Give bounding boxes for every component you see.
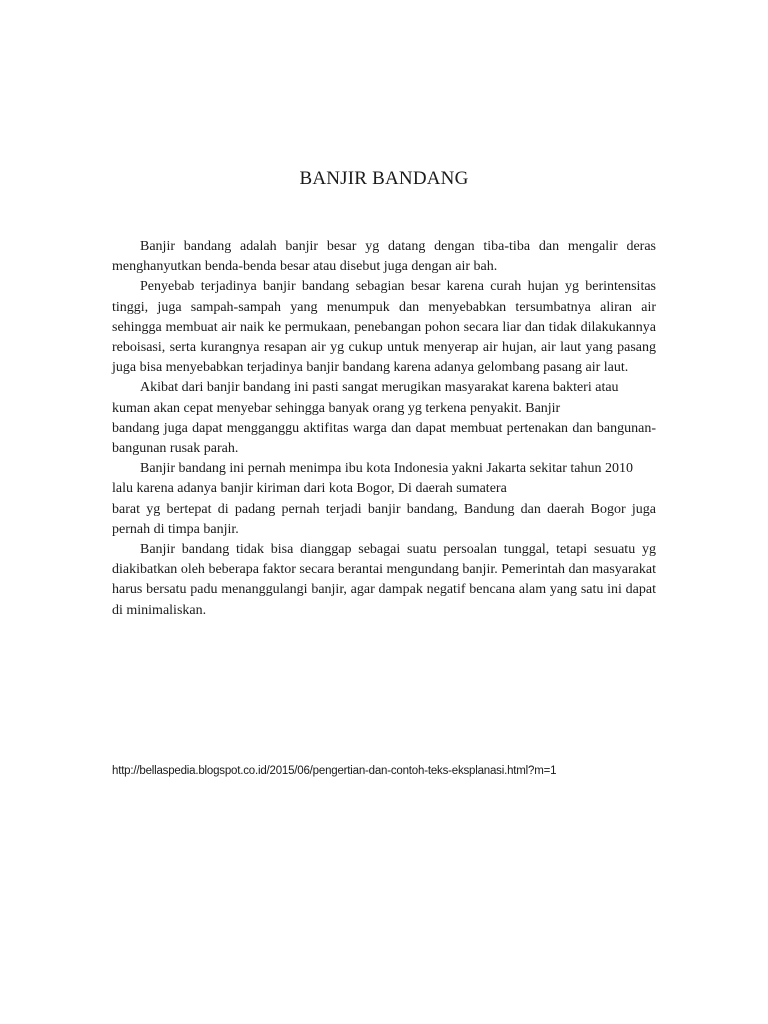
paragraph-definition: Banjir bandang adalah banjir besar yg datang dengan tiba-tiba dan mengalir deras menghanyutkan benda-benda besar atau disebut juga dengan air bah. xyxy=(112,239,656,275)
document-body xyxy=(112,237,656,621)
paragraph-history: Banjir bandang ini pernah menimpa ibu kota Indonesia yakni Jakarta sekitar tahun 2010 lalu karena adanya banjir kiriman dari kota Bogor, Di daerah sumatera xyxy=(112,461,633,497)
paragraph-conclusion: Banjir bandang tidak bisa dianggap sebagai suatu persoalan tunggal, tetapi sesuatu yg diakibatkan oleh beberapa faktor secara berantai mengundang banjir. Pemerintah dan masyarakat harus bersatu padu menanggulangi banjir, agar dampak negatif bencana alam yang satu ini dapat di minimaliskan. xyxy=(112,542,656,618)
paragraph-history-continued: barat yg bertepat di padang pernah terjadi banjir bandang, Bandung dan daerah Bogor juga pernah di timpa banjir. xyxy=(112,501,656,537)
paragraph-effects: Akibat dari banjir bandang ini pasti sangat merugikan masyarakat karena bakteri atau kuman akan cepat menyebar sehingga banyak orang yg terkena penyakit. Banjir xyxy=(112,380,619,416)
source-url: http://bellaspedia.blogspot.co.id/2015/06/pengertian-dan-contoh-teks-eksplanasi.html?m=1 xyxy=(112,765,557,777)
paragraph-causes: Penyebab terjadinya banjir bandang sebagian besar karena curah hujan yg berintensitas tinggi, juga sampah-sampah yang menumpuk dan menyebabkan tersumbatnya aliran air sehingga membuat air naik ke permukaan, penebangan pohon secara liar dan tidak dilakukannya reboisasi, serta kurangnya resapan air yg cukup untuk menyerap air hujan, air laut yang pasang juga bisa menyebabkan terjadinya banjir bandang karena adanya gelombang pasang air laut. xyxy=(112,279,656,376)
document-title: BANJIR BANDANG xyxy=(299,168,469,189)
paragraph-effects-continued: bandang juga dapat mengganggu aktifitas warga dan dapat membuat pertenakan dan bangunan-bangunan rusak parah. xyxy=(112,420,656,457)
